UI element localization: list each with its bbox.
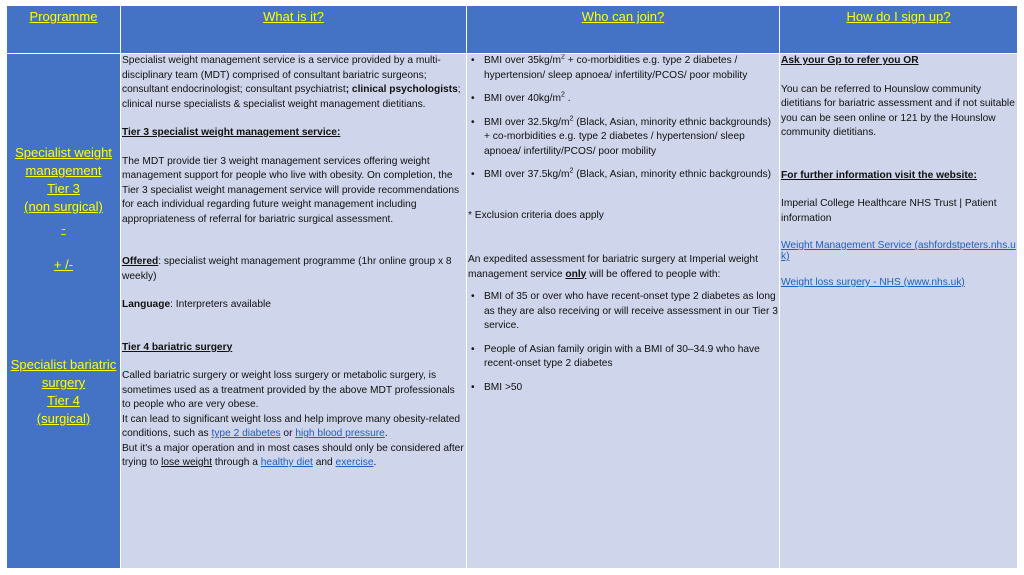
tier3-line2: management [25, 163, 102, 178]
b2-sup: 2 [561, 91, 565, 99]
lose-weight-text: lose weight [161, 457, 213, 468]
language-text: : Interpreters available [170, 299, 271, 310]
tier4-paragraph-3 [122, 442, 465, 471]
tier4-title [7, 356, 120, 428]
further-info-heading: For further information visit the website: [781, 169, 977, 181]
b2-a: BMI over 40kg/m [484, 93, 561, 104]
imperial-info: Imperial College Healthcare NHS Trust | Patient information [781, 198, 997, 224]
programme-cell [7, 54, 121, 569]
tier3-heading: Tier 3 specialist weight management service: [122, 127, 341, 138]
header-what-label: What is it? [263, 9, 324, 24]
b4-b: (Black, Asian, minority ethnic backgrounds) [573, 169, 772, 180]
b3-a: BMI over 32.5kg/m [484, 116, 570, 128]
tier3-title [7, 144, 120, 216]
b1-sup: 2 [561, 54, 565, 61]
header-programme-label: Programme [29, 9, 98, 24]
b3-b: (Black, Asian, minority ethnic backgrounds) + co-morbidities e.g. type 2 diabetes / hypertension/ sleep apnoea/ infertility/PCOS/ poor mobility [484, 116, 772, 157]
list-item: • People of Asian family origin with a BMI of 30–34.9 who have recent-onset type 2 diabetes [484, 343, 778, 372]
ask-gp-heading: Ask your Gp to refer you OR [781, 55, 919, 66]
tier4-p3-b: through a [212, 457, 261, 468]
intro-b: ; clinical psychologists [345, 84, 458, 95]
tier4-line4: (surgical) [36, 411, 91, 426]
offered-label: Offered [122, 256, 159, 267]
expedited-a: An expedited assessment for bariatric surgery at Imperial weight management service [468, 254, 758, 280]
list-item: • BMI >50 [484, 381, 778, 396]
header-what [121, 6, 467, 54]
exclusion-note: * Exclusion criteria does apply [468, 209, 604, 221]
tier3-line3: Tier 3 [47, 181, 80, 196]
header-who-label: Who can join? [581, 9, 665, 24]
header-how [780, 6, 1018, 54]
tier4-p3-end: . [373, 457, 377, 468]
intro-c: ; clinical nurse specialists & specialist weight management dietitians. [122, 84, 461, 110]
tier4-p2-or: or [280, 428, 296, 439]
language-line [122, 298, 465, 313]
expedited-only: only [565, 268, 587, 280]
what-intro [122, 54, 465, 112]
tier-dash: - [61, 221, 66, 236]
ashford-weight-management-link[interactable]: Weight Management Service (ashfordstpeters.nhs.uk) [781, 240, 1016, 262]
high-blood-pressure-link[interactable]: high blood pressure [295, 428, 385, 439]
tier4-p2-a: It can lead to significant weight loss and help improve many obesity-related conditions, such as [122, 413, 461, 439]
tier3-line1: Specialist weight [15, 145, 112, 160]
list-item [484, 92, 778, 107]
expedited-list [470, 290, 778, 395]
tier4-p3-a: But it's a major operation and in most cases should only be considered after trying to [122, 442, 464, 468]
offered-line [122, 255, 465, 284]
referral-text: You can be referred to Hounslow community dietitians for bariatric assessment and if not suitable you can be seen online or 121 by the Hounslow community dietitians. [781, 83, 1015, 138]
b2-b: . [564, 93, 571, 104]
tier4-heading: Tier 4 bariatric surgery [122, 341, 233, 353]
expedited-b: will be offered to people with: [586, 268, 721, 280]
tier4-paragraph-1: Called bariatric surgery or weight loss surgery or metabolic surgery, is sometimes used as a treatment provided by the above MDT professionals to people who are very obese. [122, 370, 455, 410]
type-2-diabetes-link[interactable]: type 2 diabetes [211, 428, 281, 439]
programme-table [7, 6, 1018, 569]
eligibility-list [470, 54, 778, 183]
b3-sup: 2 [569, 115, 574, 123]
header-how-label: How do I sign up? [846, 9, 951, 24]
b4-a: BMI over 37.5kg/m [484, 169, 570, 180]
tier4-line2: surgery [41, 375, 86, 390]
intro-a: Specialist weight management service is a service provided by a multi-disciplinary team (MDT) comprised of consultant bariatric surgeons; consultant endocrinologist; consultant psychiatrist [122, 55, 441, 95]
header-programme [7, 6, 121, 54]
tier4-line1: Specialist bariatric [10, 357, 117, 372]
nhs-weight-loss-surgery-link[interactable]: Weight loss surgery - NHS (www.nhs.uk) [781, 277, 965, 288]
list-item: • BMI of 35 or over who have recent-onset type 2 diabetes as long as they are also receiving or will receive assessment in our Tier 3 service. [484, 290, 778, 334]
b1-a: BMI over 35kg/m [484, 55, 561, 66]
b4-sup: 2 [569, 167, 574, 175]
tier4-p2-end: . [384, 428, 388, 439]
tier4-paragraph-2 [122, 413, 465, 442]
list-item [484, 116, 778, 160]
who-cell [467, 54, 780, 569]
how-cell [780, 54, 1018, 569]
tier4-p3-and: and [312, 457, 336, 468]
language-label: Language [122, 299, 171, 310]
b1-b: + co-morbidities e.g. type 2 diabetes / hypertension/ sleep apnoea/ infertility/PCOS/ poor mobility [484, 55, 748, 81]
tier4-line3: Tier 4 [47, 393, 80, 408]
list-item [484, 54, 778, 83]
offered-text: : specialist weight management programme (1hr online group x 8 weekly) [122, 256, 452, 282]
tier3-line4: (non surgical) [24, 199, 103, 214]
expedited-intro [468, 253, 778, 282]
exercise-link[interactable]: exercise [335, 457, 374, 468]
what-cell [121, 54, 467, 569]
healthy-diet-link[interactable]: healthy diet [260, 457, 313, 468]
list-item [484, 168, 778, 183]
plus-minus-label: + /- [53, 257, 74, 272]
tier3-description: The MDT provide tier 3 weight management services offering weight management support for people who live with obesity. On completion, the Tier 3 specialist weight management service will provide recommendations for each individual regarding future weight management including appropriateness of referral for bariatric surgical assessment. [122, 155, 460, 225]
header-who [467, 6, 780, 54]
